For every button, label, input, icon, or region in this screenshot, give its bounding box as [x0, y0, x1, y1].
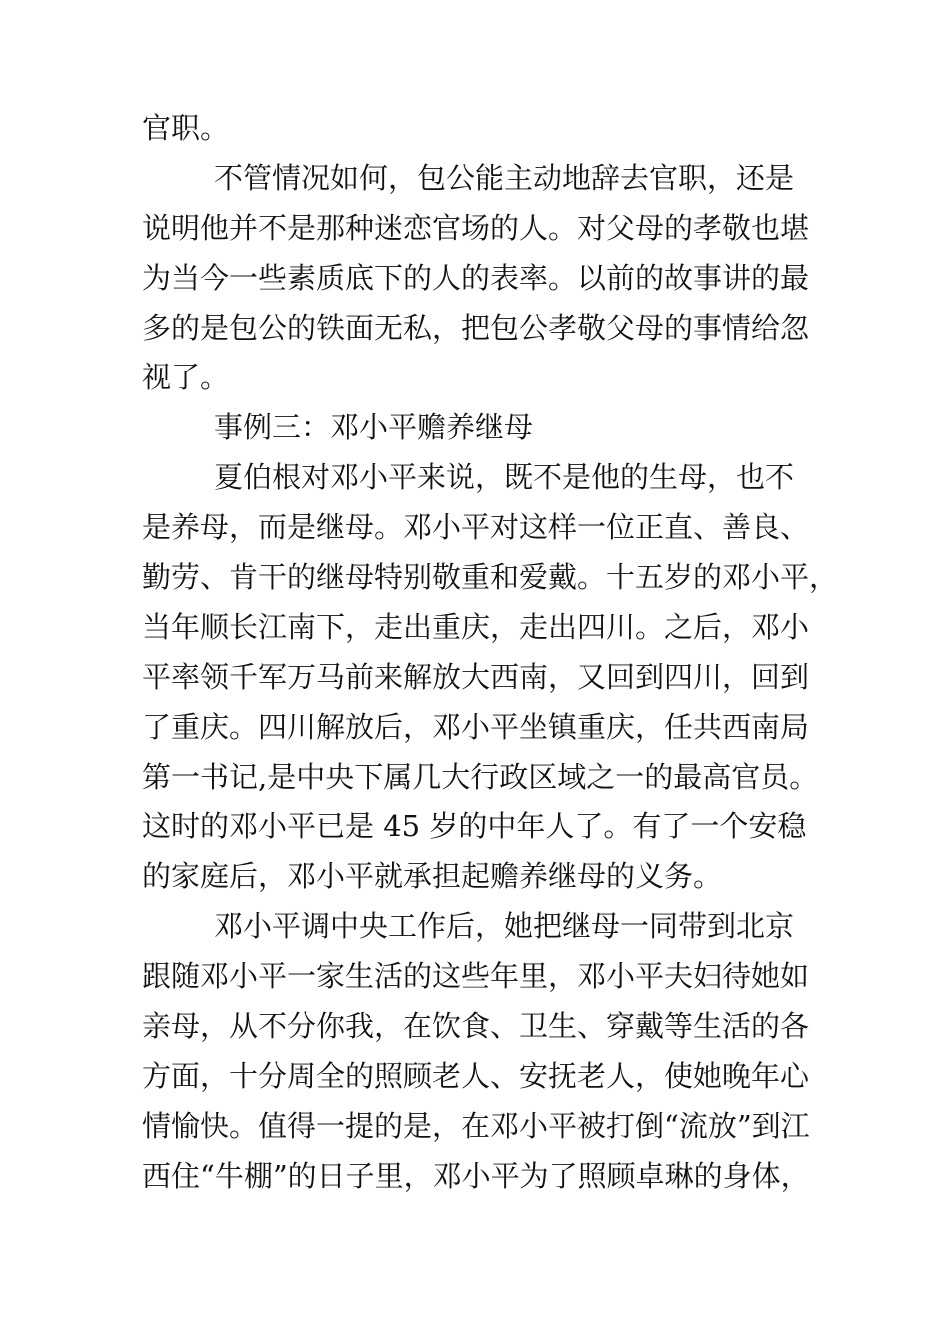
text-line: 视了。: [142, 360, 230, 395]
text-line: 这时的邓小平已是 45 岁的中年人了。有了一个安稳: [142, 809, 807, 844]
paragraph-first-line: 夏伯根对邓小平来说，既不是他的生母，也不: [214, 460, 795, 495]
text-line: 当年顺长江南下，走出重庆，走出四川。之后，邓小: [142, 609, 810, 644]
text-line: 多的是包公的铁面无私，把包公孝敬父母的事情给忽: [142, 310, 810, 345]
text-line: 平率领千军万马前来解放大西南，又回到四川，回到: [142, 659, 810, 694]
text-line: 情愉快。值得一提的是，在邓小平被打倒“流放”到江: [142, 1108, 810, 1143]
text-line: 勤劳、肯干的继母特别敬重和爱戴。十五岁的邓小平，: [142, 560, 839, 595]
text-line: 的家庭后，邓小平就承担起赡养继母的义务。: [142, 859, 723, 894]
text-line: 说明他并不是那种迷恋官场的人。对父母的孝敬也堪: [142, 210, 810, 245]
body-text: [142, 104, 839, 1202]
text-line: 是养母，而是继母。邓小平对这样一位正直、善良、: [142, 510, 810, 545]
text-line: 第一书记,是中央下属几大行政区域之一的最高官员。: [142, 759, 819, 794]
text-line: 西住“牛棚”的日子里，邓小平为了照顾卓琳的身体，: [142, 1158, 810, 1193]
text-line: 了重庆。四川解放后，邓小平坐镇重庆，任共西南局: [142, 709, 810, 744]
text-line: 亲母，从不分你我，在饮食、卫生、穿戴等生活的各: [142, 1009, 810, 1044]
paragraph-first-line: 邓小平调中央工作后，她把继母一同带到北京: [214, 909, 795, 944]
text-line: 为当今一些素质底下的人的表率。以前的故事讲的最: [142, 260, 810, 295]
text-line: 官职。: [142, 111, 230, 145]
section-heading: 事例三：邓小平赡养继母: [214, 410, 534, 445]
paragraph-first-line: 不管情况如何，包公能主动地辞去官职，还是: [214, 160, 795, 195]
text-line: 跟随邓小平一家生活的这些年里，邓小平夫妇待她如: [142, 959, 810, 994]
text-line: 方面，十分周全的照顾老人、安抚老人，使她晚年心: [142, 1058, 810, 1093]
